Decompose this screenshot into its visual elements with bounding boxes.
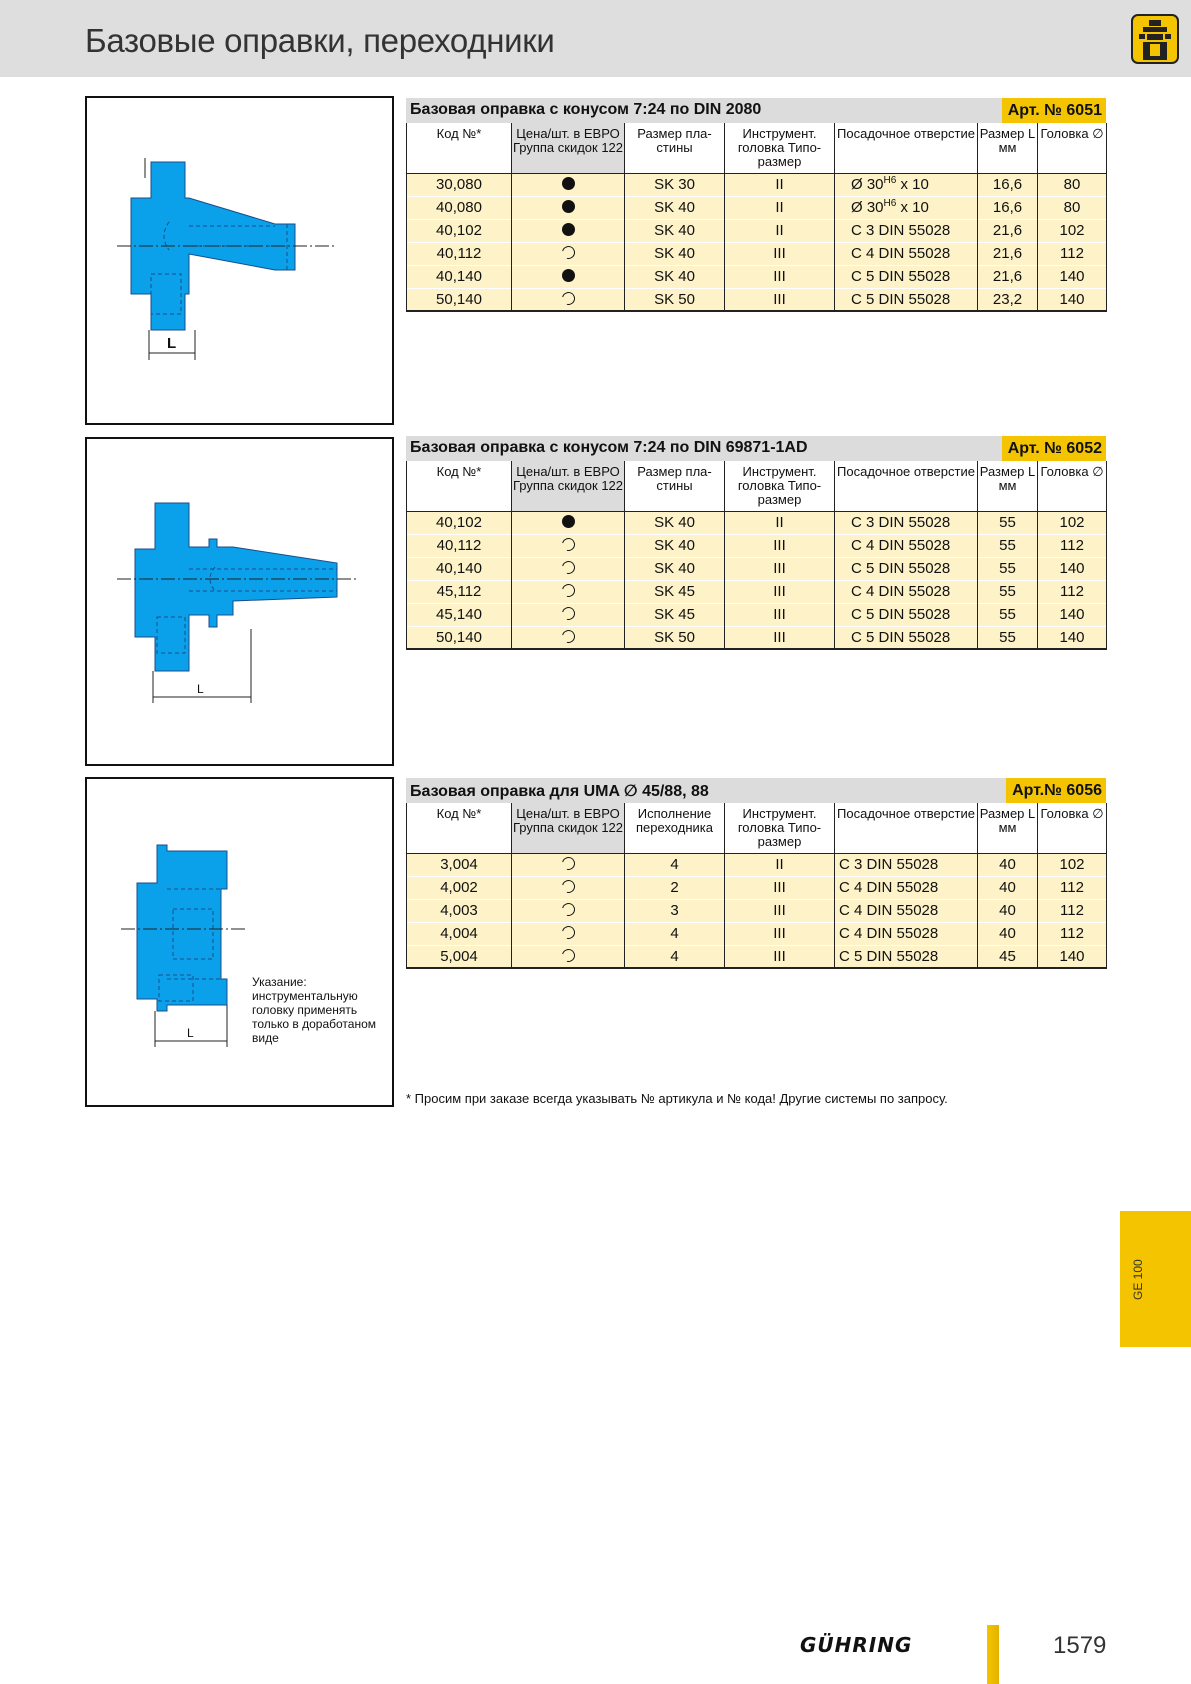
cell-code: 50,140 [407,288,512,311]
cell-code: 5,004 [407,945,512,968]
cell-bore: C 4 DIN 55028 [835,534,978,557]
cell-length: 55 [978,557,1038,580]
table-row [407,288,1107,311]
cell-type: III [725,580,835,603]
product-table [406,123,1107,312]
cell-bore: C 3 DIN 55028 [835,511,978,534]
cell-price [512,511,625,534]
cell-size: SK 45 [625,603,725,626]
cell-code: 50,140 [407,626,512,649]
section-title: Базовая оправка для UMA ∅ 45/88, 88 [410,783,709,800]
cell-price [512,945,625,968]
availability-open-icon [559,559,577,577]
dim-label: L [167,335,177,352]
section-header [406,436,1106,461]
cell-length: 40 [978,853,1038,876]
cell-size: SK 40 [625,265,725,288]
cell-type: II [725,196,835,219]
cell-code: 3,004 [407,853,512,876]
table-row [407,603,1107,626]
cell-code: 40,140 [407,557,512,580]
cell-size: SK 40 [625,511,725,534]
cell-head: 112 [1038,534,1107,557]
cell-type: II [725,853,835,876]
table-row [407,196,1107,219]
cell-price [512,288,625,311]
drawing-adapter-din69871 [87,439,392,764]
cell-type: III [725,242,835,265]
cell-bore: C 4 DIN 55028 [835,876,978,899]
cell-head: 140 [1038,557,1107,580]
cell-version: 4 [625,922,725,945]
col-header-length: Размер L мм [978,461,1038,511]
cell-code: 40,112 [407,242,512,265]
cell-head: 112 [1038,242,1107,265]
cell-code: 40,102 [407,219,512,242]
cell-version: 3 [625,899,725,922]
cell-price [512,603,625,626]
cell-size: SK 50 [625,288,725,311]
cell-bore: Ø $30^{H6}$ x 10 [835,173,978,196]
col-header-price: Цена/шт. в ЕВРО Группа скидок 122 [512,461,625,511]
page-number: 1579 [1053,1632,1107,1659]
col-header-version: Исполнение переходника [625,803,725,853]
availability-open-icon [559,901,577,919]
cell-code: 4,004 [407,922,512,945]
availability-open-icon [559,627,577,645]
cell-bore: C 5 DIN 55028 [835,603,978,626]
article-number: Арт.№ 6056 [1006,778,1106,803]
table-row [407,922,1107,945]
cell-price [512,580,625,603]
cell-code: 30,080 [407,173,512,196]
cell-bore: C 5 DIN 55028 [835,626,978,649]
footnote: * Просим при заказе всегда указывать № артикула и № кода! Другие системы по запросу. [406,1091,948,1106]
cell-code: 40,102 [407,511,512,534]
cell-version: 4 [625,945,725,968]
drawing-adapter-uma [87,779,392,1105]
col-header-head: Головка ∅ [1038,803,1107,853]
availability-open-icon [559,582,577,600]
availability-open-icon [559,878,577,896]
cell-head: 112 [1038,922,1107,945]
cell-bore: C 3 DIN 55028 [835,219,978,242]
cell-bore: C 5 DIN 55028 [835,265,978,288]
cell-head: 80 [1038,196,1107,219]
cell-head: 102 [1038,219,1107,242]
cell-length: 55 [978,511,1038,534]
availability-open-icon [559,924,577,942]
cell-length: 55 [978,626,1038,649]
cell-length: 45 [978,945,1038,968]
cell-length: 40 [978,876,1038,899]
cell-code: 45,112 [407,580,512,603]
cell-type: III [725,288,835,311]
cell-price [512,899,625,922]
cell-head: 140 [1038,626,1107,649]
figure-adapter-din69871 [85,437,394,766]
col-header-length: Размер L мм [978,123,1038,173]
cell-price [512,173,625,196]
cell-version: 4 [625,853,725,876]
col-header-head: Головка ∅ [1038,461,1107,511]
col-header-bore: Посадочное отверстие [835,803,978,853]
cell-bore: C 5 DIN 55028 [835,557,978,580]
availability-filled-icon [562,269,575,282]
cell-type: III [725,626,835,649]
availability-open-icon [559,946,577,964]
cell-head: 140 [1038,945,1107,968]
section-6051 [406,98,1106,312]
cell-type: III [725,899,835,922]
section-6052 [406,436,1106,650]
cell-type: III [725,922,835,945]
col-header-code: Код №* [407,123,512,173]
section-6056 [406,778,1106,969]
cell-code: 40,140 [407,265,512,288]
table-row [407,580,1107,603]
cell-type: II [725,511,835,534]
cell-length: 40 [978,899,1038,922]
cell-type: II [725,173,835,196]
col-header-code: Код №* [407,461,512,511]
dim-label: L [187,1026,194,1040]
cell-length: 16,6 [978,196,1038,219]
cell-size: SK 40 [625,242,725,265]
section-title: Базовая оправка с конусом 7:24 по DIN 2080 [410,101,762,118]
table-row [407,511,1107,534]
table-row [407,945,1107,968]
cell-bore: C 5 DIN 55028 [835,945,978,968]
brand-logo: GÜHRING [800,1633,913,1657]
cell-price [512,626,625,649]
cell-size: SK 40 [625,219,725,242]
availability-filled-icon [562,177,575,190]
product-table [406,803,1107,969]
cell-bore: C 5 DIN 55028 [835,288,978,311]
cell-head: 112 [1038,876,1107,899]
cell-size: SK 40 [625,534,725,557]
col-header-type: Инструмент. головка Типо-размер [725,123,835,173]
tool-holder-icon [1131,14,1179,64]
cell-size: SK 50 [625,626,725,649]
cell-code: 45,140 [407,603,512,626]
cell-type: III [725,557,835,580]
dim-label: L [197,682,204,696]
cell-head: 140 [1038,288,1107,311]
table-row [407,173,1107,196]
drawing-adapter-din2080 [87,98,392,423]
chapter-tab-label: GE 100 [1131,1259,1145,1300]
table-row [407,876,1107,899]
cell-bore: C 4 DIN 55028 [835,922,978,945]
article-number: Арт. № 6051 [1002,98,1106,123]
cell-length: 55 [978,580,1038,603]
cell-bore: C 4 DIN 55028 [835,242,978,265]
cell-size: SK 45 [625,580,725,603]
cell-head: 80 [1038,173,1107,196]
availability-filled-icon [562,515,575,528]
cell-type: III [725,534,835,557]
cell-head: 112 [1038,899,1107,922]
cell-length: 55 [978,534,1038,557]
table-row [407,853,1107,876]
table-row [407,242,1107,265]
cell-length: 21,6 [978,219,1038,242]
cell-type: III [725,876,835,899]
cell-price [512,853,625,876]
cell-length: 21,6 [978,265,1038,288]
cell-type: II [725,219,835,242]
section-title: Базовая оправка с конусом 7:24 по DIN 69871-1AD [410,439,808,456]
cell-code: 4,002 [407,876,512,899]
cell-length: 21,6 [978,242,1038,265]
cell-head: 102 [1038,853,1107,876]
page-marker-bar [987,1625,999,1684]
cell-size: SK 40 [625,196,725,219]
cell-code: 4,003 [407,899,512,922]
col-header-size: Размер пла-стины [625,123,725,173]
section-header [406,778,1106,803]
figure-adapter-uma [85,777,394,1107]
cell-bore: C 4 DIN 55028 [835,899,978,922]
col-header-bore: Посадочное отверстие [835,123,978,173]
cell-price [512,876,625,899]
cell-length: 16,6 [978,173,1038,196]
col-header-price: Цена/шт. в ЕВРО Группа скидок 122 [512,123,625,173]
availability-filled-icon [562,223,575,236]
article-number: Арт. № 6052 [1002,436,1106,461]
cell-head: 102 [1038,511,1107,534]
availability-open-icon [559,605,577,623]
availability-open-icon [559,536,577,554]
cell-type: III [725,265,835,288]
figure-note: Указание: инструментальную головку применять только в доработаном виде [252,975,377,1045]
cell-head: 140 [1038,265,1107,288]
cell-size: SK 40 [625,557,725,580]
section-header [406,98,1106,123]
cell-bore: C 4 DIN 55028 [835,580,978,603]
page-title: Базовые оправки, переходники [85,22,555,59]
cell-head: 112 [1038,580,1107,603]
table-row [407,534,1107,557]
cell-head: 140 [1038,603,1107,626]
col-header-size: Размер пла-стины [625,461,725,511]
product-table [406,461,1107,650]
col-header-head: Головка ∅ [1038,123,1107,173]
cell-price [512,922,625,945]
figure-adapter-din2080 [85,96,394,425]
col-header-type: Инструмент. головка Типо-размер [725,803,835,853]
cell-length: 55 [978,603,1038,626]
cell-type: III [725,945,835,968]
cell-price [512,534,625,557]
cell-bore: C 3 DIN 55028 [835,853,978,876]
cell-price [512,265,625,288]
cell-price [512,557,625,580]
cell-code: 40,112 [407,534,512,557]
col-header-bore: Посадочное отверстие [835,461,978,511]
cell-price [512,219,625,242]
table-row [407,265,1107,288]
cell-bore: Ø $30^{H6}$ x 10 [835,196,978,219]
cell-size: SK 30 [625,173,725,196]
table-row [407,557,1107,580]
cell-code: 40,080 [407,196,512,219]
cell-type: III [725,603,835,626]
cell-version: 2 [625,876,725,899]
col-header-type: Инструмент. головка Типо-размер [725,461,835,511]
cell-length: 40 [978,922,1038,945]
col-header-code: Код №* [407,803,512,853]
table-row [407,899,1107,922]
col-header-length: Размер L мм [978,803,1038,853]
availability-filled-icon [562,200,575,213]
cell-price [512,242,625,265]
table-row [407,219,1107,242]
cell-length: 23,2 [978,288,1038,311]
availability-open-icon [559,289,577,307]
col-header-price: Цена/шт. в ЕВРО Группа скидок 122 [512,803,625,853]
table-row [407,626,1107,649]
page-header [0,0,1191,77]
cell-price [512,196,625,219]
availability-open-icon [559,855,577,873]
availability-open-icon [559,244,577,262]
